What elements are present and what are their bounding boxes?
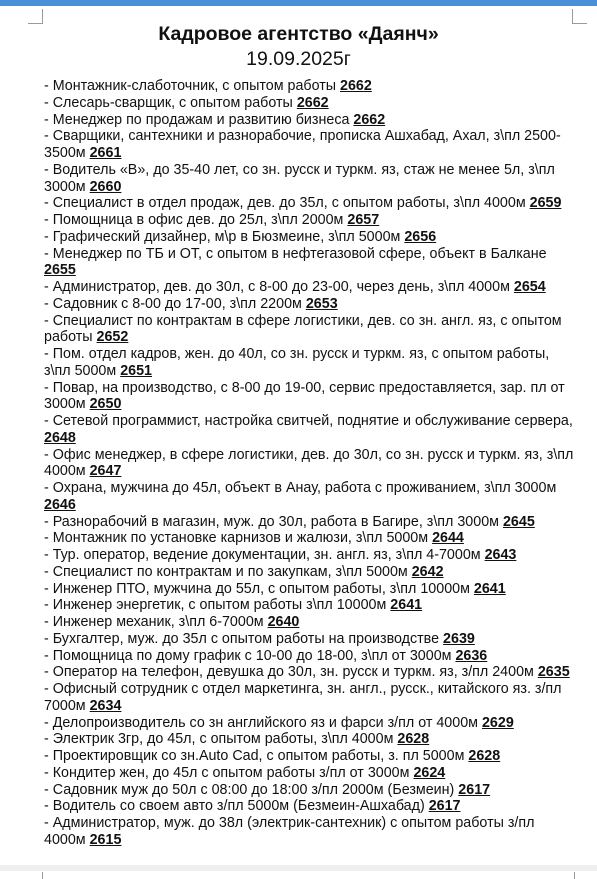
job-description: - Специалист в отдел продаж, дев. до 35л, с опытом работы, з\пл 4000м [44, 195, 530, 212]
job-code: 2617 [458, 781, 491, 798]
job-list-item [44, 313, 577, 347]
job-code: 2662 [296, 94, 329, 111]
job-description: - Тур. оператор, ведение документации, зн. англ. яз, з\пл 4-7000м [44, 547, 485, 563]
job-list-item [44, 447, 577, 481]
job-description: - Садовник муж до 50л с 08:00 до 18:00 з/пл 2000м (Безмеин) [44, 781, 459, 798]
job-code: 2662 [340, 78, 372, 94]
job-list-item [44, 530, 577, 547]
job-list-item [44, 815, 577, 849]
job-list-item [44, 765, 577, 782]
job-description: - Специалист по контрактам и по закупкам, з\пл 5000м [44, 563, 412, 580]
job-description: - Менеджер по ТБ и ОТ, с опытом в нефтегазовой сфере, объект в Балкане [44, 245, 547, 262]
job-list-item [44, 229, 577, 246]
job-list-item [44, 514, 577, 531]
job-list-item [44, 782, 577, 799]
job-code: 2629 [481, 714, 514, 731]
job-list-item [44, 648, 577, 665]
job-description: - Сетевой программист, настройка свитчей, поднятие и обслуживание сервера, [44, 413, 573, 429]
job-description: - Помощница по дому график с 10-00 до 18-00, з\пл от 3000м [44, 647, 456, 664]
job-code: 2628 [468, 748, 501, 764]
job-description: - Менеджер по продажам и развитию бизнеса [44, 111, 354, 128]
job-description: - Делопроизводитель со зн английского яз и фарси з/пл от 4000м [44, 714, 482, 731]
job-description: - Монтажник по установке карнизов и жалюзи, з\пл 5000м [44, 530, 433, 547]
job-list-item [44, 212, 577, 229]
job-list-item [44, 346, 577, 380]
job-description: - Кондитер жен, до 45л с опытом работы з/пл от 3000м [44, 764, 414, 781]
job-description: - Садовник с 8-00 до 17-00, з\пл 2200м [44, 295, 306, 312]
document-title: Кадровое агентство «Даянч» [158, 23, 439, 45]
job-description: - Пом. отдел кадров, жен. до 40л, со зн. русск и туркм. яз, с опытом работы, з\пл 5000м [44, 346, 550, 379]
job-code: 2661 [89, 145, 122, 161]
job-description: - Водитель «В», до 35-40 лет, со зн. русск и туркм. яз, стаж не менее 5л, з\пл 3000м [44, 161, 555, 195]
job-list-item [44, 128, 577, 162]
job-code: 2617 [428, 798, 461, 815]
job-list-item [44, 162, 577, 196]
job-list-item [44, 380, 577, 414]
job-description: - Проектировщик со зн.Auto Cad, с опытом работы, з. пл 5000м [44, 748, 469, 764]
job-code: 2652 [96, 329, 129, 346]
job-code: 2628 [397, 731, 430, 748]
job-code: 2656 [404, 228, 437, 245]
job-list-item [44, 195, 577, 212]
job-description: - Повар, на производство, с 8-00 до 19-00, сервис предоставляется, зар. пл от 3000м [44, 379, 565, 413]
job-description: - Администратор, муж. до 38л (электрик-сантехник) с опытом работы з/пл 4000м [44, 815, 535, 848]
job-list-item [44, 413, 577, 447]
job-list-item [44, 112, 577, 129]
job-list-item [44, 731, 577, 748]
job-description: - Разнорабочий в магазин, муж. до 30л, работа в Багире, з\пл 3000м [44, 513, 503, 530]
job-list-item [44, 480, 577, 514]
job-list-item [44, 279, 577, 296]
job-list-item [44, 581, 577, 598]
job-code: 2659 [529, 195, 562, 212]
job-description: - Сварщики, сантехники и разнорабочие, прописка Ашхабад, Ахал, з\пл 2500-3500м [44, 128, 561, 161]
job-list-item [44, 296, 577, 313]
job-description: - Электрик 3гр, до 45л, с опытом работы, з\пл 4000м [44, 731, 398, 748]
job-code: 2655 [44, 262, 76, 279]
job-description: - Графический дизайнер, м\р в Бюзмеине, з\пл 5000м [44, 228, 405, 245]
job-code: 2642 [411, 563, 444, 580]
job-description: - Инженер энергетик, с опытом работы з\пл 10000м [44, 597, 391, 614]
job-list-item [44, 681, 577, 715]
job-code: 2662 [353, 111, 386, 128]
job-list-item [44, 597, 577, 614]
job-list-item [44, 664, 577, 681]
job-list-item [44, 95, 577, 112]
job-description: - Инженер механик, з\пл 6-7000м [44, 614, 268, 630]
job-code: 2639 [443, 630, 475, 647]
job-code: 2645 [502, 513, 535, 530]
job-list-item [44, 246, 577, 280]
job-code: 2660 [89, 178, 122, 195]
job-code: 2648 [44, 429, 76, 446]
job-code: 2650 [89, 396, 122, 413]
job-code: 2615 [89, 831, 122, 848]
page-corner-mark-bottom-left [42, 872, 43, 879]
job-description: - Водитель со своем авто з/пл 5000м (Безмеин-Ашхабад) [44, 798, 429, 815]
page-corner-mark-bottom-right [574, 872, 575, 879]
document-header [0, 22, 597, 72]
job-code: 2647 [89, 463, 122, 480]
job-list-item [44, 631, 577, 648]
job-description: - Оператор на телефон, девушка до 30л, зн. русск и туркм. яз, з/пл 2400м [44, 664, 538, 681]
page-separator [0, 865, 597, 871]
job-code: 2657 [347, 212, 380, 228]
job-description: - Офисный сотрудник с отдел маркетинга, зн. англ., русск., китайского яз. з/пл 7000м [44, 681, 562, 714]
job-list-item [44, 78, 577, 95]
job-code: 2624 [413, 764, 446, 781]
job-description: - Слесарь-сварщик, с опытом работы [44, 94, 297, 111]
job-code: 2641 [473, 580, 506, 597]
job-code: 2643 [484, 547, 517, 563]
document-date: 19.09.2025г [246, 48, 351, 70]
job-code: 2636 [455, 647, 488, 664]
job-description: - Охрана, мужчина до 45л, объект в Анау, работа с проживанием, з\пл 3000м [44, 480, 557, 496]
job-list-item [44, 715, 577, 732]
job-description: - Инженер ПТО, мужчина до 55л, с опытом работы, з\пл 10000м [44, 580, 474, 597]
job-list-item [44, 547, 577, 564]
top-accent-bar [0, 0, 597, 6]
job-description: - Специалист по контрактам в сфере логистики, дев. со зн. англ. яз, с опытом работы [44, 312, 562, 346]
job-code: 2640 [267, 614, 300, 630]
job-code: 2644 [432, 530, 464, 547]
job-list [44, 78, 577, 849]
job-list-item [44, 564, 577, 581]
job-code: 2654 [513, 279, 546, 295]
job-description: - Офис менеджер, в сфере логистики, дев. до 30л, со зн. русск и туркм. яз, з\пл 4000м [44, 446, 574, 480]
job-description: - Монтажник-слаботочник, с опытом работы [44, 78, 341, 94]
job-list-item [44, 798, 577, 815]
job-list-item [44, 614, 577, 631]
job-code: 2651 [120, 362, 153, 379]
job-description: - Помощница в офис дев. до 25л, з\пл 2000м [44, 212, 348, 228]
job-code: 2653 [305, 295, 338, 312]
job-description: - Бухгалтер, муж. до 35л с опытом работы на производстве [44, 630, 444, 647]
job-description: - Администратор, дев. до 30л, с 8-00 до 23-00, через день, з\пл 4000м [44, 279, 514, 295]
job-code: 2634 [89, 697, 122, 714]
job-code: 2635 [537, 664, 570, 681]
job-code: 2641 [390, 597, 423, 614]
job-list-item [44, 748, 577, 765]
job-code: 2646 [44, 496, 76, 513]
